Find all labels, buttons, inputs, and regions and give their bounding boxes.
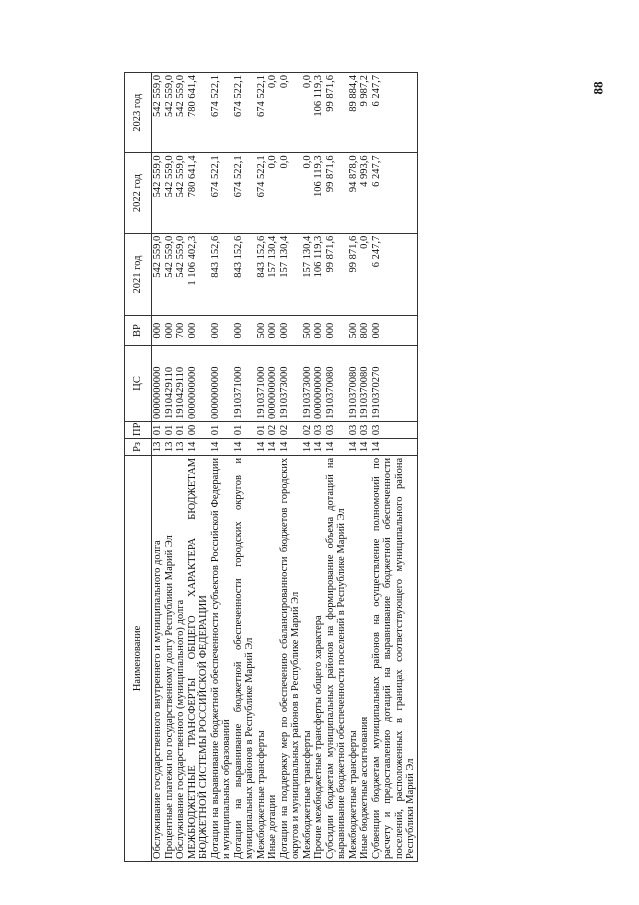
row-pr: 01 [175, 422, 187, 439]
row-name: Межбюджетные трансферты [302, 455, 314, 861]
row-2021: 6 247,7 [371, 233, 418, 315]
header-name: Наименование [125, 455, 152, 861]
row-2021: 843 152,6 [256, 233, 268, 315]
row-2021: 843 152,6 [233, 233, 256, 315]
table-row [175, 73, 187, 862]
row-pr: 03 [313, 422, 325, 439]
row-pr: 03 [348, 422, 360, 439]
table-row [348, 73, 360, 862]
row-pr: 03 [359, 422, 371, 439]
row-2023: 674 522,1 [233, 73, 256, 153]
row-name: Иные бюджетные ассигнования [359, 455, 371, 861]
row-rz: 14 [233, 438, 256, 455]
row-name: Иные дотации [267, 455, 279, 861]
table-row [371, 73, 418, 862]
row-2022: 106 119,3 [313, 153, 325, 233]
row-pr: 02 [302, 422, 314, 439]
row-rz: 13 [164, 438, 176, 455]
row-2021: 157 130,4 [302, 233, 314, 315]
row-2023: 542 559,0 [164, 73, 176, 153]
row-name: МЕЖБЮДЖЕТНЫЕ ТРАНСФЕРТЫ ОБЩЕГО ХАРАКТЕРА БЮДЖЕТАМ БЮДЖЕТНОЙ СИСТЕМЫ РОССИЙСКОЙ ФЕДЕРАЦИИ [187, 455, 210, 861]
row-vr: 000 [152, 316, 164, 346]
table-row [164, 73, 176, 862]
table-header-row [125, 73, 152, 862]
row-2023: 6 247,7 [371, 73, 418, 153]
header-2021: 2021 год [125, 233, 152, 315]
row-2023: 674 522,1 [256, 73, 268, 153]
row-2022: 542 559,0 [164, 153, 176, 233]
row-cs: 0000000000 [267, 345, 279, 421]
row-2023: 99 871,6 [325, 73, 348, 153]
row-2022: 0,0 [302, 153, 314, 233]
row-cs: 1910373000 [302, 345, 314, 421]
row-2021: 99 871,6 [348, 233, 360, 315]
row-rz: 14 [187, 438, 210, 455]
row-rz: 14 [313, 438, 325, 455]
row-vr: 000 [267, 316, 279, 346]
row-cs: 0000000000 [313, 345, 325, 421]
row-cs: 1910429110 [175, 345, 187, 421]
row-2023: 0,0 [267, 73, 279, 153]
row-rz: 14 [267, 438, 279, 455]
row-name: Субвенции бюджетам муниципальных районов на осуществление полномочий по расчету и предоставлению дотаций на выравнивание бюджетной обеспеченности поселений, расположенных в границах соответствующего муниципального района Республики Марий Эл [371, 455, 418, 861]
row-name: Межбюджетные трансферты [256, 455, 268, 861]
row-2022: 99 871,6 [325, 153, 348, 233]
table-row [187, 73, 210, 862]
row-name: Межбюджетные трансферты [348, 455, 360, 861]
row-2021: 843 152,6 [210, 233, 233, 315]
header-vr: ВР [125, 316, 152, 346]
row-pr: 02 [279, 422, 302, 439]
row-vr: 500 [302, 316, 314, 346]
row-pr: 01 [164, 422, 176, 439]
header-pr: ПР [125, 422, 152, 439]
row-name: Прочие межбюджетные трансферты общего характера [313, 455, 325, 861]
row-pr: 01 [210, 422, 233, 439]
row-2022: 94 878,0 [348, 153, 360, 233]
table-row [210, 73, 233, 862]
row-pr: 01 [233, 422, 256, 439]
row-name: Процентные платежи по государственному долгу Республики Марий Эл [164, 455, 176, 861]
row-cs: 1910371000 [233, 345, 256, 421]
row-2022: 0,0 [267, 153, 279, 233]
row-pr: 00 [187, 422, 210, 439]
row-pr: 03 [325, 422, 348, 439]
table-row [279, 73, 302, 862]
row-2021: 542 559,0 [164, 233, 176, 315]
row-rz: 14 [371, 438, 418, 455]
budget-table-page [124, 72, 514, 862]
row-name: Субсидии бюджетам муниципальных районов на формирование объема дотаций на выравнивание бюджетной обеспеченности поселений в Республике Марий Эл [325, 455, 348, 861]
row-2022: 674 522,1 [233, 153, 256, 233]
row-2023: 674 522,1 [210, 73, 233, 153]
row-2023: 9 987,2 [359, 73, 371, 153]
row-rz: 14 [302, 438, 314, 455]
header-2022: 2022 год [125, 153, 152, 233]
row-2022: 780 641,4 [187, 153, 210, 233]
row-pr: 03 [371, 422, 418, 439]
row-2021: 542 559,0 [175, 233, 187, 315]
row-vr: 500 [256, 316, 268, 346]
row-vr: 000 [164, 316, 176, 346]
row-rz: 14 [279, 438, 302, 455]
row-rz: 14 [210, 438, 233, 455]
row-2022: 4 993,6 [359, 153, 371, 233]
row-cs: 1910370080 [359, 345, 371, 421]
row-2022: 0,0 [279, 153, 302, 233]
table-row [152, 73, 164, 862]
row-pr: 02 [267, 422, 279, 439]
row-2021: 542 559,0 [152, 233, 164, 315]
row-cs: 0000000000 [210, 345, 233, 421]
row-2021: 157 130,4 [267, 233, 279, 315]
page-number: 88 [590, 81, 606, 95]
row-2023: 542 559,0 [152, 73, 164, 153]
row-2022: 542 559,0 [175, 153, 187, 233]
row-cs: 1910371000 [256, 345, 268, 421]
budget-table [124, 72, 418, 862]
row-2023: 542 559,0 [175, 73, 187, 153]
row-2023: 106 119,3 [313, 73, 325, 153]
row-cs: 1910373000 [279, 345, 302, 421]
row-2021: 157 130,4 [279, 233, 302, 315]
table-row [302, 73, 314, 862]
row-rz: 13 [152, 438, 164, 455]
row-2023: 89 884,4 [348, 73, 360, 153]
table-row [267, 73, 279, 862]
row-vr: 700 [175, 316, 187, 346]
row-name: Дотации на выравнивание бюджетной обеспеченности субъектов Российской Федерации и муниципальных образований [210, 455, 233, 861]
row-cs: 1910370080 [348, 345, 360, 421]
row-pr: 01 [256, 422, 268, 439]
row-cs: 0000000000 [152, 345, 164, 421]
row-vr: 000 [187, 316, 210, 346]
row-2021: 106 119,3 [313, 233, 325, 315]
row-2022: 674 522,1 [256, 153, 268, 233]
header-rz: Рз [125, 438, 152, 455]
row-name: Обслуживание государственного внутреннего и муниципального долга [152, 455, 164, 861]
table-row [233, 73, 256, 862]
row-cs: 1910370270 [371, 345, 418, 421]
row-rz: 14 [348, 438, 360, 455]
row-rz: 14 [359, 438, 371, 455]
row-vr: 000 [233, 316, 256, 346]
row-2021: 1 106 402,3 [187, 233, 210, 315]
table-row [359, 73, 371, 862]
row-2022: 6 247,7 [371, 153, 418, 233]
row-vr: 000 [279, 316, 302, 346]
row-cs: 1910429110 [164, 345, 176, 421]
row-vr: 000 [210, 316, 233, 346]
row-2022: 674 522,1 [210, 153, 233, 233]
row-rz: 14 [325, 438, 348, 455]
row-2021: 99 871,6 [325, 233, 348, 315]
table-row [325, 73, 348, 862]
table-row [256, 73, 268, 862]
row-2023: 0,0 [302, 73, 314, 153]
row-2022: 542 559,0 [152, 153, 164, 233]
header-2023: 2023 год [125, 73, 152, 153]
row-vr: 000 [313, 316, 325, 346]
row-name: Обслуживание государственного (муниципального) долга [175, 455, 187, 861]
row-cs: 0000000000 [187, 345, 210, 421]
row-rz: 14 [256, 438, 268, 455]
row-2023: 780 641,4 [187, 73, 210, 153]
row-name: Дотации на поддержку мер по обеспечению сбалансированности бюджетов городских округов и муниципальных районов в Республике Марий Эл [279, 455, 302, 861]
row-vr: 000 [325, 316, 348, 346]
row-cs: 1910370080 [325, 345, 348, 421]
row-vr: 000 [371, 316, 418, 346]
row-vr: 800 [359, 316, 371, 346]
row-vr: 500 [348, 316, 360, 346]
row-2021: 0,0 [359, 233, 371, 315]
row-2023: 0,0 [279, 73, 302, 153]
table-row [313, 73, 325, 862]
row-rz: 13 [175, 438, 187, 455]
row-pr: 01 [152, 422, 164, 439]
row-name: Дотации на выравнивание бюджетной обеспеченности городских округов и муниципальных районов в Республике Марий Эл [233, 455, 256, 861]
header-cs: ЦС [125, 345, 152, 421]
